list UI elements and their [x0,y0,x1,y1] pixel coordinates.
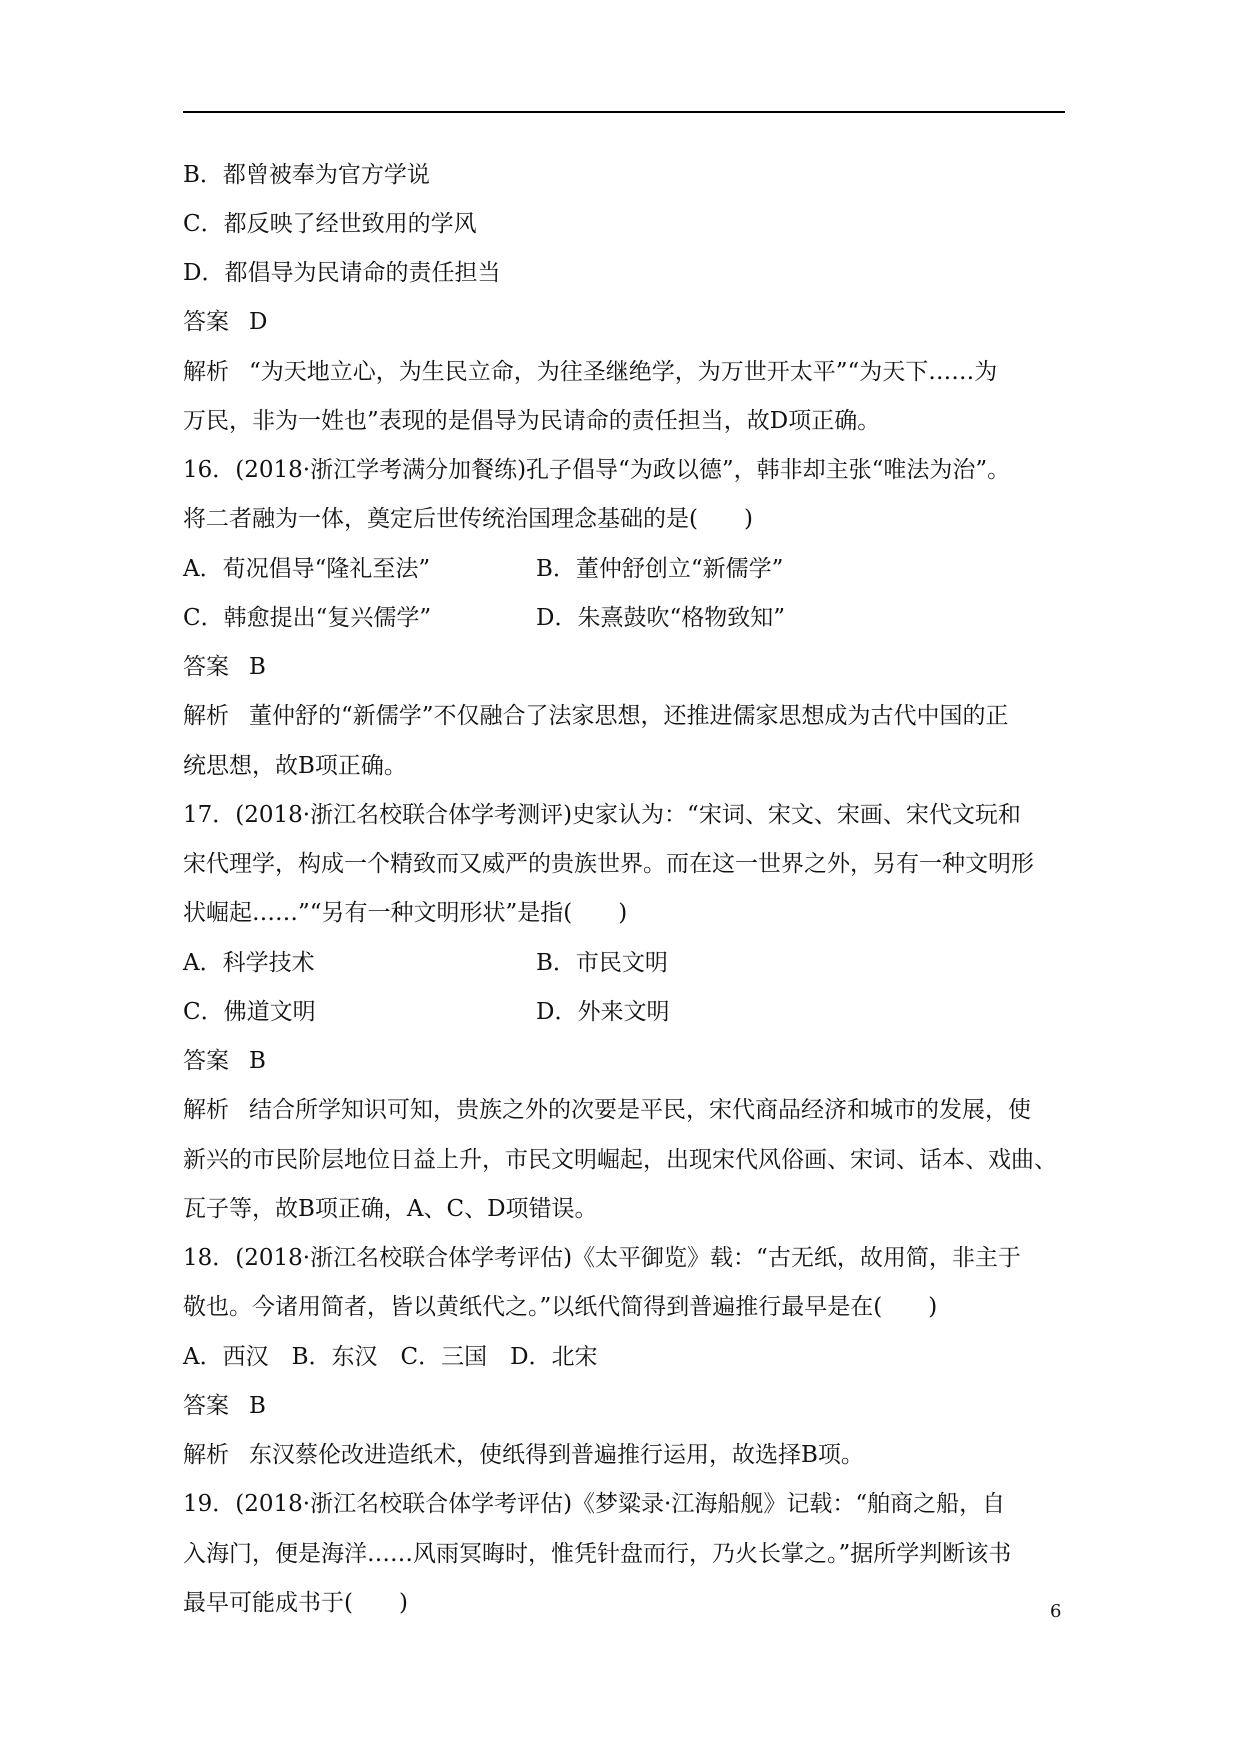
q16-answer [183,652,266,682]
analysis-label: 解析 [183,703,229,729]
q17-stem-line-1: 17．(2018·浙江名校联合体学考测评)史家认为：“宋词、宋文、宋画、宋代文玩和 [183,802,1021,828]
q17-stem-line-3: 状崛起……”“另有一种文明形状”是指( ) [183,900,628,926]
answer-label: 答案 [183,309,229,335]
q17-option-a: A．科学技术 [183,950,315,976]
q15-option-c: C．都反映了经世致用的学风 [183,211,477,237]
q18-options: A．西汉 B．东汉 C．三国 D．北宋 [183,1344,598,1370]
q15-answer [183,307,267,337]
q18-analysis [183,1440,864,1470]
analysis-label: 解析 [183,359,229,385]
q15-option-b: B．都曾被奉为官方学说 [183,162,430,188]
q16-stem-line-2: 将二者融为一体，奠定后世传统治国理念基础的是( ) [183,506,753,532]
q17-analysis-line-3: 瓦子等，故B项正确，A、C、D项错误。 [183,1196,598,1222]
analysis-text: 董仲舒的“新儒学”不仅融合了法家思想，还推进儒家思想成为古代中国的正 [249,703,1009,729]
q16-option-c: C．韩愈提出“复兴儒学” [183,605,432,631]
q18-stem-line-1: 18．(2018·浙江名校联合体学考评估)《太平御览》载：“古无纸，故用简，非主于 [183,1245,1021,1271]
answer-label: 答案 [183,654,229,680]
q16-analysis-line-1 [183,701,1009,731]
answer-label: 答案 [183,1048,229,1074]
q17-answer [183,1046,266,1076]
q17-stem-line-2: 宋代理学，构成一个精致而又威严的贵族世界。而在这一世界之外，另有一种文明形 [183,851,1034,877]
q18-answer [183,1391,266,1421]
q18-stem-line-2: 敬也。今诸用简者，皆以黄纸代之。”以纸代简得到普遍推行最早是在( ) [183,1294,938,1320]
q15-option-d: D．都倡导为民请命的责任担当 [183,260,501,286]
analysis-text: “为天地立心，为生民立命，为往圣继绝学，为万世开太平”“为天下……为 [249,359,998,385]
answer-value: B [249,654,266,680]
page-number: 6 [1050,1601,1062,1622]
analysis-text: 东汉蔡伦改进造纸术，使纸得到普遍推行运用，故选择B项。 [249,1442,864,1468]
q19-stem-line-3: 最早可能成书于( ) [183,1590,408,1616]
analysis-text: 结合所学知识可知，贵族之外的次要是平民，宋代商品经济和城市的发展，使 [249,1097,1031,1123]
header-rule [183,111,1065,113]
q16-stem-line-1: 16．(2018·浙江学考满分加餐练)孔子倡导“为政以德”，韩非却主张“唯法为治”。 [183,457,1011,483]
analysis-label: 解析 [183,1442,229,1468]
q16-option-a: A．荀况倡导“隆礼至法” [183,556,431,582]
q17-option-b: B．市民文明 [536,950,668,976]
q16-analysis-line-2: 统思想，故B项正确。 [183,753,407,779]
answer-value: B [249,1048,266,1074]
analysis-label: 解析 [183,1097,229,1123]
answer-value: B [249,1393,266,1419]
q16-option-d: D．朱熹鼓吹“格物致知” [536,605,785,631]
q19-stem-line-1: 19．(2018·浙江名校联合体学考评估)《梦粱录·江海船舰》记载：“舶商之船，自 [183,1491,1006,1517]
q15-analysis-line-1 [183,357,997,387]
q17-option-c: C．佛道文明 [183,999,316,1025]
q15-analysis-line-2: 万民，非为一姓也”表现的是倡导为民请命的责任担当，故D项正确。 [183,408,881,434]
answer-label: 答案 [183,1393,229,1419]
q17-analysis-line-1 [183,1095,1031,1125]
answer-value: D [249,309,268,335]
q17-analysis-line-2: 新兴的市民阶层地位日益上升，市民文明崛起，出现宋代风俗画、宋词、话本、戏曲、 [183,1147,1057,1173]
q17-option-d: D．外来文明 [536,999,670,1025]
q19-stem-line-2: 入海门，便是海洋……风雨冥晦时，惟凭针盘而行，乃火长掌之。”据所学判断该书 [183,1541,1012,1567]
q16-option-b: B．董仲舒创立“新儒学” [536,556,784,582]
